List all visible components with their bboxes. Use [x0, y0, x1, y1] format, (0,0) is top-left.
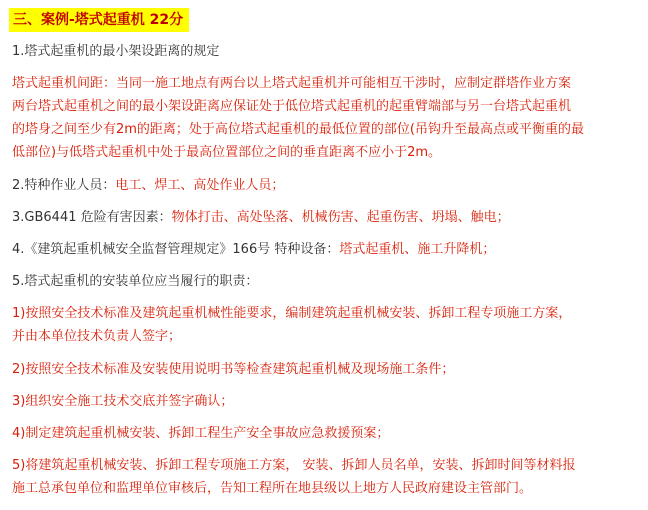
q5-item-2: 2)按照安全技术标准及安装使用说明书等检查建筑起重机械及现场施工条件； [12, 362, 455, 377]
q4-label: 4.《建筑起重机械安全监督管理规定》166号 特种设备： [12, 242, 340, 257]
q4-answer: 塔式起重机、施工升降机； [339, 242, 496, 257]
section-heading: 三、案例-塔式起重机 22分 [9, 8, 189, 32]
q1-answer-line-3: 的塔身之间至少有2m的距离；处于高位塔式起重机的最低位置的部位(吊钩升至最高点或平衡重的最 [12, 122, 585, 137]
q5-title: 5.塔式起重机的安装单位应当履行的职责： [12, 274, 259, 289]
q5-item-4: 4)制定建筑起重机械安装、拆卸工程生产安全事故应急救援预案； [12, 426, 390, 441]
q5-item-5-line-1: 5)将建筑起重机械安装、拆卸工程专项施工方案， 安装、拆卸人员名单，安装、拆卸时间等材料报 [12, 458, 576, 473]
q2-answer: 电工、焊工、高处作业人员； [115, 178, 285, 193]
q5-item-3: 3)组织安全施工技术交底并签字确认； [12, 394, 234, 409]
q3-label: 3.GB6441 危险有害因素： [12, 210, 172, 225]
q1-title: 1.塔式起重机的最小架设距离的规定 [12, 44, 220, 59]
q1-answer-line-2: 两台塔式起重机之间的最小架设距离应保证处于低位塔式起重机的起重臂端部与另一台塔式起重机 [12, 99, 572, 114]
q5-item-1-line-1: 1)按照安全技术标准及建筑起重机械性能要求，编制建筑起重机械安装、拆卸工程专项施工方案， [12, 306, 572, 321]
q3-answer: 物体打击、高处坠落、机械伤害、起重伤害、坍塌、触电； [171, 210, 510, 225]
q1-answer-line-1: 塔式起重机间距：当同一施工地点有两台以上塔式起重机并可能相互干涉时，应制定群塔作业方案 [12, 76, 572, 91]
q5-item-5-line-2: 施工总承包单位和监理单位审核后，告知工程所在地县级以上地方人民政府建设主管部门。 [12, 481, 533, 496]
q5-item-1-line-2: 并由本单位技术负责人签字； [12, 329, 182, 344]
q4-line [12, 242, 495, 258]
q2-label: 2.特种作业人员： [12, 178, 116, 193]
q2-line [12, 178, 284, 194]
q3-line [12, 210, 510, 226]
q1-answer-line-4: 低部位)与低塔式起重机中处于最高位置部位之间的垂直距离不应小于2m。 [12, 145, 442, 160]
